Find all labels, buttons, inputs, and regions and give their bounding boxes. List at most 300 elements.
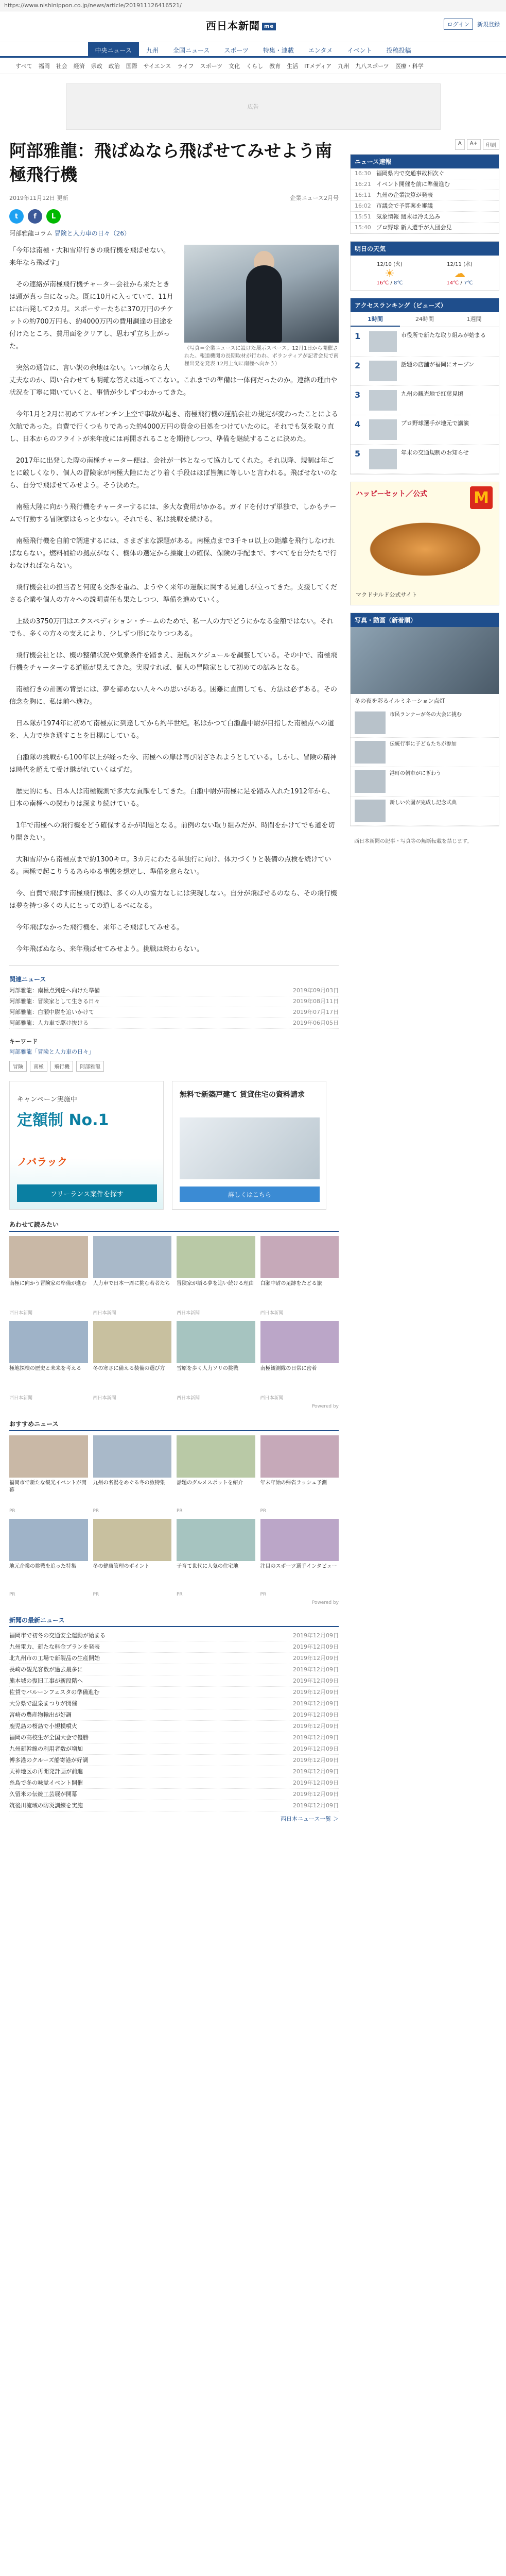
related-item[interactable] <box>9 986 339 996</box>
rank-thumb[interactable] <box>369 331 397 352</box>
rank-thumb[interactable] <box>369 390 397 411</box>
photo-mini-item[interactable] <box>351 708 499 738</box>
latest-date: 2019年12月09日 <box>293 1734 339 1741</box>
article-meta <box>9 194 339 205</box>
latest-item[interactable] <box>9 1698 339 1709</box>
recommend-card[interactable] <box>177 1236 255 1316</box>
text-tool-button[interactable]: 印刷 <box>483 139 499 150</box>
rank-number: 1 <box>355 331 361 341</box>
related-title[interactable]: 阿部雅龍：人力車で駆け抜ける <box>9 1020 89 1026</box>
photo-mini-caption[interactable]: 新しい公園が完成し記念式典 <box>390 800 457 806</box>
latest-title[interactable]: 糸島で冬の味覚イベント開催 <box>9 1780 83 1786</box>
sub-nav-item[interactable]: ITメディア <box>304 63 332 70</box>
breaking-news-list <box>351 168 499 233</box>
recommend-caption[interactable]: 冬の健康管理のポイント <box>93 1564 150 1569</box>
ad-freelance-cta[interactable]: フリーランス案件を探す <box>17 1184 157 1202</box>
photo-mini-thumb[interactable] <box>355 800 386 822</box>
recommend-thumb[interactable] <box>93 1321 172 1363</box>
breaking-news-item[interactable] <box>351 223 499 233</box>
latest-title[interactable]: 博多港のクルーズ船寄港が好調 <box>9 1757 89 1764</box>
recommend-thumb[interactable] <box>9 1519 88 1561</box>
recommend-card[interactable] <box>177 1435 255 1514</box>
latest-title[interactable]: 大分県で温泉まつりが開催 <box>9 1700 77 1707</box>
news-time: 16:30 <box>355 170 371 177</box>
main-nav-item[interactable]: スポーツ <box>224 47 249 54</box>
recommend-source: 西日本新聞 <box>9 1396 33 1401</box>
recommend-thumb[interactable] <box>177 1321 255 1363</box>
photo-box <box>350 613 499 826</box>
photo-mini-thumb[interactable] <box>355 770 386 793</box>
sub-nav <box>0 58 506 74</box>
article-figure <box>184 245 339 368</box>
recommend-caption[interactable]: 話題のグルメスポットを紹介 <box>177 1480 243 1486</box>
latest-heading: 新聞の最新ニュース <box>9 1616 339 1627</box>
ad-housing-cta[interactable]: 詳しくはこちら <box>180 1187 320 1202</box>
ranking-heading: アクセスランキング（ビューズ） <box>351 298 499 312</box>
news-time: 16:21 <box>355 181 371 188</box>
recommend2-powered: Powered by <box>311 1600 339 1605</box>
photo-heading: 写真・動画（新着順） <box>351 613 499 627</box>
latest-title[interactable]: 長崎の観光客数が過去最多に <box>9 1666 83 1673</box>
recommend-card[interactable] <box>177 1321 255 1401</box>
tag-row <box>9 1061 339 1072</box>
rank-title[interactable]: 九州の観光地で紅葉見頃 <box>401 391 463 397</box>
recommend-source: 西日本新聞 <box>260 1311 284 1316</box>
recommend-card[interactable] <box>93 1321 172 1401</box>
news-title[interactable]: 九州の企業決算が発表 <box>376 192 433 198</box>
sub-nav-item[interactable]: 生活 <box>287 63 299 70</box>
ranking-list <box>351 327 499 474</box>
related-list <box>9 986 339 1029</box>
ad-freelance-line1: キャンペーン実施中 <box>17 1096 77 1104</box>
news-title[interactable]: 福岡県内で交通事故相次ぐ <box>376 170 444 177</box>
recommend-caption[interactable]: 極地探検の歴史と未来を考える <box>9 1366 81 1371</box>
url-bar[interactable]: https://www.nishinippon.co.jp/news/article/201911126416521/ <box>0 0 506 11</box>
recommend-card[interactable] <box>93 1236 172 1316</box>
recommend-source: 西日本新聞 <box>260 1396 284 1401</box>
news-title[interactable]: 市議会で予算案を審議 <box>376 202 433 209</box>
header-account <box>444 19 500 30</box>
recommend-source: PR <box>93 1509 99 1514</box>
ad-freelance-brand: ノバラック <box>17 1156 67 1168</box>
ranking-item[interactable] <box>351 386 499 415</box>
recommend-card[interactable] <box>9 1519 88 1597</box>
latest-date: 2019年12月09日 <box>293 1666 339 1673</box>
recommend-card[interactable] <box>260 1519 339 1597</box>
recommend-caption[interactable]: 白瀬中尉の足跡をたどる旅 <box>260 1281 322 1286</box>
latest-title[interactable]: 宮崎の農産物輸出が好調 <box>9 1711 72 1718</box>
latest-title[interactable]: 北九州市の工場で新製品の生産開始 <box>9 1655 100 1662</box>
related-heading: 関連ニュース <box>9 976 46 983</box>
recommend-thumb[interactable] <box>93 1435 172 1478</box>
sub-nav-item[interactable]: 県政 <box>91 63 102 70</box>
related-title[interactable]: 阿部雅龍：南極点到達へ向けた準備 <box>9 987 100 994</box>
sidebar-ad-text: マクドナルド公式サイト <box>356 591 417 598</box>
sub-nav-item[interactable]: 社会 <box>56 63 67 70</box>
recommend-card[interactable] <box>260 1435 339 1514</box>
article-paragraph: 飛行機会社の担当者と何度も交渉を重ね、ようやく来年の運航に関する見通しが立ってきた。支援してくださる企業や個人の方々への説明責任も果たしつつ、準備を進めていく。 <box>9 584 338 604</box>
article-title: 阿部雅龍：飛ばぬなら飛ばせてみせよう南極飛行機 <box>9 141 332 184</box>
photo-mini-thumb[interactable] <box>355 741 386 764</box>
top-ad-banner[interactable] <box>66 83 441 130</box>
keyword-tag[interactable]: 冒険 <box>9 1061 27 1072</box>
latest-date: 2019年12月09日 <box>293 1700 339 1707</box>
recommend-caption[interactable]: 冬の寒さに備える装備の選び方 <box>93 1366 165 1371</box>
latest-item[interactable] <box>9 1777 339 1789</box>
recommend-caption[interactable]: 雪原を歩く人力ソリの挑戦 <box>177 1366 238 1371</box>
latest-title[interactable]: 鹿児島の桜島で小規模噴火 <box>9 1723 77 1730</box>
latest-title[interactable]: 筑後川流域の防災訓練を実施 <box>9 1802 83 1809</box>
ad-housing-image <box>180 1117 320 1179</box>
main-nav-item[interactable]: 九州 <box>146 47 159 54</box>
latest-date: 2019年12月09日 <box>293 1768 339 1775</box>
ranking-tabs <box>351 312 499 327</box>
article-paragraph: 1年で南極への飛行機をどう確保するかが問題となる。前例のない取り組みだが、時間をかけてでも道を切り開きたい。 <box>9 822 335 842</box>
sidebar-note: 西日本新聞の記事・写真等の無断転載を禁じます。 <box>354 839 473 844</box>
recommend-thumb[interactable] <box>260 1321 339 1363</box>
site-logo[interactable] <box>206 18 276 32</box>
latest-item[interactable] <box>9 1732 339 1743</box>
rank-title[interactable]: プロ野球選手が地元で講演 <box>401 420 469 427</box>
latest-item[interactable] <box>9 1630 339 1641</box>
photo-mini-caption[interactable]: 伝統行事に子どもたちが参加 <box>390 741 457 747</box>
weather-heading: 明日の天気 <box>351 242 499 256</box>
latest-item[interactable] <box>9 1675 339 1687</box>
sub-nav-item[interactable]: 九州 <box>338 63 350 70</box>
breaking-news-item[interactable] <box>351 212 499 223</box>
recommend-thumb[interactable] <box>177 1519 255 1561</box>
related-item[interactable] <box>9 1018 339 1029</box>
recommend-caption[interactable]: 九州の名湯をめぐる冬の旅特集 <box>93 1480 165 1486</box>
main-nav <box>0 42 506 58</box>
sub-nav-item[interactable]: ライフ <box>177 63 194 70</box>
recommend-thumb[interactable] <box>260 1519 339 1561</box>
keyword-link[interactable]: 阿部雅龍「冒険と人力車の日々」 <box>9 1048 94 1055</box>
article-paragraph: その連絡が南極飛行機チャーター会社から来たときは頭が真っ白になった。既に10月に入っていて、11月には出発して2カ月。スポーサーたちに370万円のチケットの約700万円も、約4000万円の費用調達の目途を付けたところ、費用面をクリアし、思わず立ち上がった。 <box>9 281 173 350</box>
latest-item[interactable] <box>9 1743 339 1755</box>
news-title[interactable]: イベント開催を前に準備進む <box>376 181 450 188</box>
recommend-source: PR <box>9 1509 15 1514</box>
twitter-share-icon[interactable]: t <box>9 209 24 224</box>
rank-thumb[interactable] <box>369 361 397 381</box>
recommend-source: PR <box>93 1592 99 1597</box>
share-row <box>9 209 339 224</box>
sidebar <box>350 139 499 850</box>
latest-date: 2019年12月09日 <box>293 1711 339 1718</box>
latest-title[interactable]: 佐賀でバルーンフェスタの準備進む <box>9 1689 100 1696</box>
photo-person-body <box>246 265 282 343</box>
article-photo[interactable] <box>184 245 339 343</box>
ranking-tab[interactable]: 1週間 <box>466 316 482 323</box>
article-paragraph: 白瀬隊の挑戦から100年以上が経った今、南極への扉は再び閉ざされようとしている。しかし、冒険の精神は時代を超えて受け継がれていくはずだ。 <box>9 754 337 774</box>
ad-label: 広告 <box>247 104 259 110</box>
keyword-tag[interactable]: 南極 <box>30 1061 47 1072</box>
logo-text: 西日本新聞 <box>206 20 260 32</box>
byline-series: 冒険と人力車の日々（26） <box>54 230 130 237</box>
rank-thumb[interactable] <box>369 449 397 469</box>
latest-item[interactable] <box>9 1709 339 1721</box>
sub-nav-item[interactable]: 教育 <box>269 63 281 70</box>
related-date: 2019年09月03日 <box>293 987 339 994</box>
site-header <box>0 11 506 42</box>
recommend-card[interactable] <box>9 1236 88 1316</box>
rank-number: 3 <box>355 390 361 400</box>
recommend-card[interactable] <box>260 1236 339 1316</box>
article-date: 2019年11月12日 更新 <box>9 195 68 201</box>
recommend-source: 西日本新聞 <box>177 1311 200 1316</box>
temp-high: 16℃ <box>376 280 389 286</box>
recommend-card[interactable] <box>9 1321 88 1401</box>
latest-item[interactable] <box>9 1800 339 1811</box>
article <box>9 139 339 1823</box>
recommend-thumb[interactable] <box>260 1236 339 1278</box>
main-nav-item[interactable]: イベント <box>347 47 372 54</box>
latest-item[interactable] <box>9 1687 339 1698</box>
ad-freelance[interactable] <box>9 1081 164 1210</box>
ranking-item[interactable] <box>351 357 499 386</box>
recommend-source: 西日本新聞 <box>93 1311 116 1316</box>
latest-date: 2019年12月09日 <box>293 1802 339 1809</box>
photo-feature-image[interactable] <box>351 627 499 694</box>
login-button[interactable]: ログイン <box>444 19 473 30</box>
recommend-caption[interactable]: 南極に向かう冒険家の準備が進む <box>9 1281 86 1286</box>
breaking-news-heading: ニュース速報 <box>351 155 499 168</box>
news-time: 16:11 <box>355 192 371 198</box>
text-tool-button[interactable]: A+ <box>467 139 481 150</box>
photo-mini-item[interactable] <box>351 738 499 767</box>
recommend-thumb[interactable] <box>9 1321 88 1363</box>
latest-date: 2019年12月09日 <box>293 1632 339 1639</box>
rank-title[interactable]: 年末の交通規制のお知らせ <box>401 449 469 456</box>
weather-temps: 16℃ / 8℃ <box>376 280 403 286</box>
latest-item[interactable] <box>9 1664 339 1675</box>
main-nav-item[interactable]: 特集・連載 <box>263 47 294 54</box>
related-title[interactable]: 阿部雅龍：冒険家として生きる日々 <box>9 998 100 1005</box>
sub-nav-item[interactable]: 経済 <box>73 63 85 70</box>
recommend-caption[interactable]: 冒険家が語る夢を追い続ける理由 <box>177 1281 254 1286</box>
latest-date: 2019年12月09日 <box>293 1745 339 1752</box>
byline <box>9 229 339 238</box>
recommend-powered: Powered by <box>311 1404 339 1409</box>
recommend-caption[interactable]: 年末年始の帰省ラッシュ予測 <box>260 1480 327 1486</box>
recommend-source: PR <box>260 1509 267 1514</box>
recommend-thumb[interactable] <box>260 1435 339 1478</box>
ad-freelance-big: 定額制 No.1 <box>17 1111 109 1129</box>
rank-number: 4 <box>355 419 361 429</box>
weather-box <box>350 241 499 291</box>
ranking-box <box>350 298 499 474</box>
latest-item[interactable] <box>9 1653 339 1664</box>
article-paragraph: 南極飛行機を自前で調達するには、さまざまな課題がある。南極点まで3千キロ以上の距離を飛行しなければならない。燃料補給の拠点がなく、機体の選定から操縦士の確保、保険の手配まで、すべてを自分たちで行わなければならない。 <box>9 537 337 570</box>
article-paragraph: 南極行きの計画の背景には、夢を諦めない人々への思いがある。困難に直面しても、方法は必ずある。その信念を胸に、私は前へ進む。 <box>9 686 338 706</box>
sub-nav-item[interactable]: 福岡 <box>38 63 50 70</box>
article-paragraph: 2017年に出発した際の南極チャーター便は、会社が一体となって協力してくれた。それ以降、規制は年ごとに厳しくなり、個人の冒険家が南極大陸にたどり着く手段はほぼ皆無に等しいと言われる。飛ばせないのなら、自分で飛ばせてみせよう。そう決めた。 <box>9 457 338 489</box>
weather-icon: ☀ <box>385 267 395 280</box>
breaking-news-item[interactable] <box>351 201 499 212</box>
related-item[interactable] <box>9 1007 339 1018</box>
latest-date: 2019年12月09日 <box>293 1723 339 1730</box>
recommend2-grid <box>9 1435 339 1597</box>
recommend-source: PR <box>177 1592 183 1597</box>
sub-nav-item[interactable]: 国際 <box>126 63 137 70</box>
keyword-tag[interactable]: 阿部雅龍 <box>76 1061 104 1072</box>
latest-title[interactable]: 福岡の高校生が全国大会で優勝 <box>9 1734 89 1741</box>
article-paragraph: 突然の通告に、言い訳の余地はない。いつ頃なら大丈夫なのか、問い合わせても明確な答えは返ってこない。これまでの準備は一体何だったのか。連絡の理由や状況を丁寧に聞いていくと、事情が少しずつわかってきた。 <box>9 364 338 397</box>
recommend-source: 西日本新聞 <box>93 1396 116 1401</box>
sidebar-ad-title: ハッピーセット／公式 <box>356 490 428 498</box>
rank-title[interactable]: 話題の店舗が福岡にオープン <box>401 361 475 368</box>
article-paragraph: 日本隊が1974年に初めて南極点に到達してから約半世紀。私はかつて白瀬矗中尉が目指した南極点への道を、人力で歩き通すことを目標にしている。 <box>9 720 335 740</box>
related-item[interactable] <box>9 996 339 1007</box>
article-paragraph: 歴史的にも、日本人は南極観測で多大な貢献をしてきた。白瀬中尉が南極に足を踏み入れた1912年から、日本の南極への関わりは深まり続けている。 <box>9 788 335 808</box>
news-title[interactable]: 気象情報 週末は冷え込み <box>376 213 441 220</box>
photo-feature-caption[interactable]: 冬の夜を彩るイルミネーション点灯 <box>355 698 445 704</box>
latest-date: 2019年12月09日 <box>293 1791 339 1798</box>
sub-nav-item[interactable]: 医療・科学 <box>395 63 424 70</box>
text-tool-button[interactable]: A <box>455 139 465 150</box>
photo-mini-thumb[interactable] <box>355 711 386 734</box>
article-paragraph: 上級の3750万円はエクスペディション・チームのためで、私一人の力でどうにかなる金額ではない。それでも、多くの方々の支えにより、少しずつ形になりつつある。 <box>9 618 334 638</box>
recommend-caption[interactable]: 地元企業の挑戦を追った特集 <box>9 1564 76 1569</box>
latest-title[interactable]: 天神地区の再開発計画が前進 <box>9 1768 83 1775</box>
breaking-news-item[interactable] <box>351 190 499 201</box>
rank-number: 5 <box>355 449 361 459</box>
main-nav-item[interactable]: 中央ニュース <box>88 42 139 56</box>
ranking-tab[interactable]: 24時間 <box>415 316 434 323</box>
sub-nav-item[interactable]: すべて <box>15 63 32 70</box>
sub-nav-item[interactable]: 文化 <box>229 63 240 70</box>
article-paragraph: 今年飛ばなかった飛行機を、来年こそ飛ばしてみせる。 <box>16 924 184 931</box>
recommend-thumb[interactable] <box>177 1236 255 1278</box>
recommend-card[interactable] <box>9 1435 88 1514</box>
news-title[interactable]: プロ野球 新人選手が入団会見 <box>376 224 452 231</box>
sub-nav-item[interactable]: くらし <box>246 63 264 70</box>
ad-housing[interactable] <box>172 1081 326 1210</box>
main-nav-item[interactable]: 全国ニュース <box>172 47 210 54</box>
recommend-caption[interactable]: 南極観測隊の日常に密着 <box>260 1366 317 1371</box>
weather-date: 12/11 (水) <box>447 262 473 267</box>
recommend-card[interactable] <box>260 1321 339 1401</box>
recommend-caption[interactable]: 福岡市で新たな観光イベントが開幕 <box>9 1480 86 1493</box>
recommend-thumb[interactable] <box>93 1236 172 1278</box>
text-size-tools <box>350 139 499 150</box>
facebook-share-icon[interactable]: f <box>28 209 42 224</box>
ranking-item[interactable] <box>351 445 499 474</box>
sub-nav-item[interactable]: 政治 <box>108 63 120 70</box>
latest-item[interactable] <box>9 1721 339 1732</box>
recommend-thumb[interactable] <box>9 1236 88 1278</box>
rank-title[interactable]: 市役所で新たな取り組みが始まる <box>401 332 486 338</box>
signup-link[interactable]: 新規登録 <box>477 21 500 28</box>
latest-title[interactable]: 九州新幹線の利用者数が増加 <box>9 1745 83 1752</box>
sub-nav-item[interactable]: スポーツ <box>200 63 223 70</box>
article-paragraph: 今年飛ばぬなら、来年飛ばせてみせよう。挑戦は終わらない。 <box>16 945 204 953</box>
recommend-source: 西日本新聞 <box>177 1396 200 1401</box>
main-nav-item[interactable]: エンタメ <box>308 47 333 54</box>
recommend-caption[interactable]: 人力車で日本一周に挑む若者たち <box>93 1281 170 1286</box>
rank-thumb[interactable] <box>369 419 397 440</box>
recommend-thumb[interactable] <box>93 1519 172 1561</box>
photo-mini-item[interactable] <box>351 767 499 796</box>
ranking-item[interactable] <box>351 415 499 445</box>
recommend-grid <box>9 1236 339 1401</box>
latest-item[interactable] <box>9 1766 339 1777</box>
recommend-heading: あわせて読みたい <box>9 1220 339 1232</box>
brand-logo-icon: M <box>470 486 493 509</box>
latest-item[interactable] <box>9 1789 339 1800</box>
sidebar-ad[interactable] <box>350 482 499 605</box>
sidebar-ad-image <box>361 518 490 580</box>
photo-mini-caption[interactable]: 市民ランナーが冬の大会に挑む <box>390 712 462 718</box>
ranking-tab[interactable]: 1時間 <box>351 312 400 327</box>
related-date: 2019年07月17日 <box>293 1009 339 1015</box>
news-time: 16:02 <box>355 202 371 209</box>
weather-date: 12/10 (火) <box>377 262 403 267</box>
latest-title[interactable]: 熊本城の復旧工事が新段階へ <box>9 1677 83 1684</box>
latest-item[interactable] <box>9 1755 339 1766</box>
recommend-card[interactable] <box>93 1519 172 1597</box>
temp-low: 8℃ <box>394 280 403 286</box>
byline-name[interactable]: 阿部雅龍コラム <box>9 230 53 237</box>
recommend-card[interactable] <box>177 1519 255 1597</box>
weather-day <box>446 260 473 286</box>
recommend-thumb[interactable] <box>177 1435 255 1478</box>
recommend-card[interactable] <box>93 1435 172 1514</box>
ad-housing-title: 無料で新築戸建て 賃貸住宅の資料請求 <box>180 1091 305 1099</box>
breaking-news-item[interactable] <box>351 168 499 179</box>
article-paragraph: 大和雪岸から南極点まで約1300キロ。3カ月にわたる単独行に向け、体力づくりと装備の点検を続けている。南極で起こりうるあらゆる事態を想定し、準備を怠らない。 <box>9 856 331 876</box>
logo-badge: me <box>262 23 276 30</box>
news-time: 15:51 <box>355 213 371 220</box>
recommend-caption[interactable]: 注目のスポーツ選手インタビュー <box>260 1564 337 1569</box>
latest-date: 2019年12月09日 <box>293 1689 339 1696</box>
sub-nav-item[interactable]: サイエンス <box>143 63 171 70</box>
recommend-thumb[interactable] <box>9 1435 88 1478</box>
main-nav-item[interactable]: 投稿投稿 <box>386 47 411 54</box>
ad-pair <box>9 1081 339 1210</box>
latest-item[interactable] <box>9 1641 339 1653</box>
related-title[interactable]: 阿部雅龍：白瀬中尉を追いかけて <box>9 1009 94 1015</box>
ranking-item[interactable] <box>351 327 499 357</box>
line-share-icon[interactable]: L <box>46 209 61 224</box>
temp-low: 7℃ <box>464 280 473 286</box>
article-section-tag[interactable]: 企業ニュース2月号 <box>290 195 339 201</box>
latest-title[interactable]: 久留米の伝統工芸展が開幕 <box>9 1791 77 1798</box>
photo-mini-item[interactable] <box>351 796 499 826</box>
related-date: 2019年08月11日 <box>293 998 339 1005</box>
latest-title[interactable]: 九州電力、新たな料金プランを発表 <box>9 1643 100 1650</box>
latest-more-link[interactable]: 西日本ニュース一覧 ＞ <box>281 1816 339 1822</box>
temp-high: 14℃ <box>446 280 459 286</box>
news-time: 15:40 <box>355 224 371 231</box>
breaking-news-item[interactable] <box>351 179 499 190</box>
latest-date: 2019年12月09日 <box>293 1757 339 1764</box>
latest-date: 2019年12月09日 <box>293 1643 339 1650</box>
latest-list <box>9 1630 339 1811</box>
recommend-source: PR <box>9 1592 15 1597</box>
recommend-caption[interactable]: 子育て世代に人気の住宅地 <box>177 1564 238 1569</box>
latest-date: 2019年12月09日 <box>293 1677 339 1684</box>
latest-date: 2019年12月09日 <box>293 1655 339 1662</box>
weather-row <box>351 256 499 290</box>
photo-mini-caption[interactable]: 港町の朝市がにぎわう <box>390 771 441 776</box>
article-paragraph: 飛行機会社とは、機の整備状況や気象条件を踏まえ、運航スケジュールを調整している。その中で、南極飛行機をチャーターする道筋が見えてきた。実現すれば、個人の冒険家として初めての試みとなる。 <box>9 652 337 672</box>
keyword-tag[interactable]: 飛行機 <box>50 1061 73 1072</box>
figure-caption: （写真＝企業ニュースに設けた展示スペース。12月1日から開催された。報道機関の長期取材が行われ、ボランティアが記者会見で南極出発を発表 12月上旬に南極へ向かう） <box>184 346 339 367</box>
sub-nav-item[interactable]: 九八スポーツ <box>355 63 389 70</box>
latest-title[interactable]: 福岡市で初冬の交通安全運動が始まる <box>9 1632 106 1639</box>
weather-temps: 14℃ / 7℃ <box>446 280 473 286</box>
